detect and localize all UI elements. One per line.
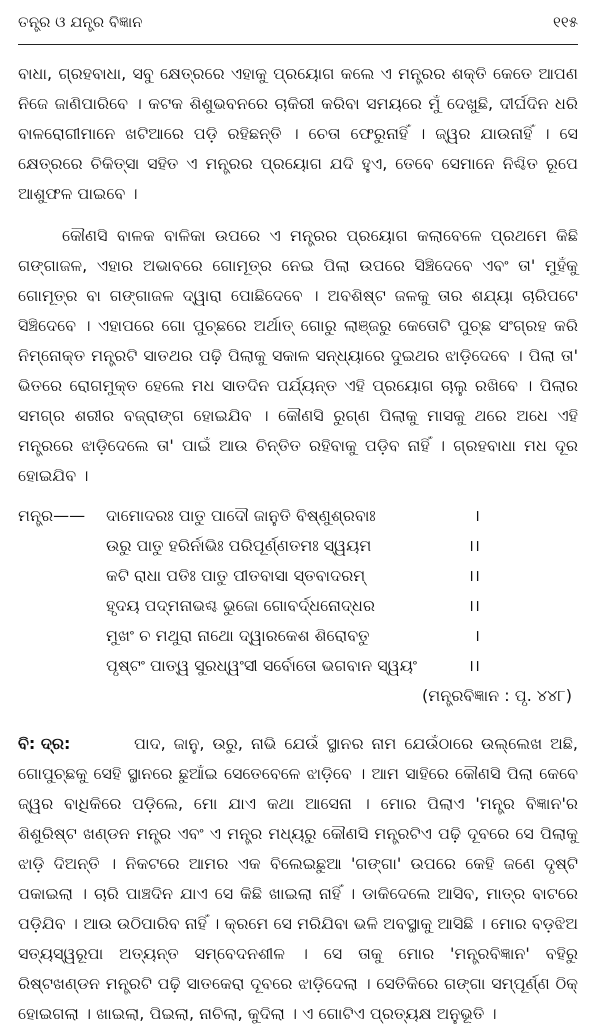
paragraph-1: ବାଧା, ଗ୍ରହବାଧା, ସବୁ କ୍ଷେତ୍ରରେ ଏହାକୁ ପ୍ରୟୋଗ କଲେ ଏ ମନ୍ତ୍ରର ଶକ୍ତି କେତେ ଆପଣ ନିଜେ ଜାଣିପାରିବେ । କଟକ ଶିଶୁଭବନରେ ଚାକିରୀ କରିବା ସମୟରେ ମୁଁ ଦେଖୁଛି, ଦୀର୍ଘଦିନ ଧରି ବାଳରୋଗୀମାନେ ଖଟିଆରେ ପଡ଼ି ରହିଛନ୍ତି । ଚେତା ଫେରୁନାହିଁ । ଜ୍ୱର ଯାଉନାହିଁ । ସେ କ୍ଷେତ୍ରରେ ଚିକିତ୍ସା ସହିତ ଏ ମନ୍ତ୍ରର ପ୍ରୟୋଗ ଯଦି ହୁଏ, ତେବେ ସେମାନେ ନିଶ୍ଚିତ ରୂପେ ଆଶୁଫଳ ପାଇବେ । bbox=[18, 64, 578, 203]
mantra-line-text: କଟି ରାଧା ପତିଃ ପାତୁ ପୀତବାସା ସ୍ତବାଦରମ୍ bbox=[106, 566, 366, 585]
note-text: ପାଦ, ଜାନୁ, ଉରୁ, ନାଭି ଯେଉଁ ସ୍ଥାନର ନାମ ଯେଉଁଠାରେ ଉଲ୍ଲେଖ ଅଛି, ଗୋପୁଚ୍ଛକୁ ସେହି ସ୍ଥାନରେ ଛୁଆଁଇ ସେତେବେଳେ ଝାଡ଼ିବେ । ଆମ ସାହିରେ କୌଣସି ପିଲା କେବେ ଜ୍ୱର ବାଧିକିରେ ପଡ଼ିଲେ, ମୋ ଯାଏ କଥା ଆସେନା । ମୋର ପିଲାଏ 'ମନ୍ତ୍ର ବିଜ୍ଞାନ'ର ଶିଶୁରିଷ୍ଟ ଖଣ୍ଡନ ମନ୍ତ୍ର ଏବଂ ଏ ମନ୍ତ୍ର ମଧ୍ୟରୁ କୌଣସି ମନ୍ତ୍ରଟିଏ ପଢ଼ି ଦୂବରେ ସେ ପିଲାକୁ ଝାଡ଼ି ଦିଅନ୍ତି । ନିକଟରେ ଆମର ଏକ ବିଲେଇଛୁଆ 'ଗଙ୍ଗା' ଉପରେ କେହି ଜଣେ ଦୃଷ୍ଟି ପକାଇଲା । ଚାରି ପାଞ୍ଚଦିନ ଯାଏ ସେ କିଛି ଖାଇଲା ନାହିଁ । ଡାକିଦେଲେ ଆସିବ, ମାତ୍ର ବାଟରେ ପଡ଼ିଯିବ । ଆଉ ଉଠିପାରିବ ନାହିଁ । କ୍ରମେ ସେ ମରିଯିବା ଭଳି ଅବସ୍ଥାକୁ ଆସିଛି । ମୋର ବଡ଼ଝିଅ ସତ୍ୟସ୍ୱରୂପା ଅତ୍ୟନ୍ତ ସମ୍ବେଦନଶୀଳ । ସେ ତାକୁ ମୋର 'ମନ୍ତ୍ରବିଜ୍ଞାନ' ବହିରୁ ରିଷ୍ଟଖଣ୍ଡନ ମନ୍ତ୍ରଟି ପଢ଼ି ସାତକେରା ଦୂବରେ ଝାଡ଼ିଦେଲା । ସେତିକିରେ ଗଙ୍ଗା ସମ୍ପୂର୍ଣ୍ଣ ଠିକ୍ ହୋଇଗଲା । ଖାଇଲା, ପିଇଲା, ନାଚିଲା, କୁଦିଲା । ଏ ଗୋଟିଏ ପ୍ରତ୍ୟକ୍ଷ ଅନୁଭୂତି । bbox=[18, 734, 578, 1023]
note-label: ବି: ଦ୍ର: bbox=[18, 734, 71, 753]
header-rule bbox=[18, 44, 578, 45]
mantra-line-end: । bbox=[473, 506, 480, 525]
mantra-line-end: ।। bbox=[467, 566, 480, 585]
mantra-line bbox=[106, 651, 578, 681]
note-paragraph bbox=[18, 729, 578, 1029]
mantra-line bbox=[106, 501, 578, 531]
mantra-line-text: ଉରୁ ପାତୁ ହରିର୍ନାଭିଃ ପରିପୂର୍ଣ୍ଣତମଃ ସ୍ୱୟମ bbox=[106, 536, 372, 555]
mantra-line bbox=[106, 621, 578, 651]
mantra-line-end: ।। bbox=[467, 656, 480, 675]
mantra-line-text: ପୃଷ୍ଟଂ ପାତ୍ୱ ସୁରଧ୍ୱଂସୀ ସର୍ବୋତୋ ଭଗବାନ ସ୍ୱୟଂ bbox=[106, 656, 418, 675]
book-title: ତନ୍ତ୍ର ଓ ଯନ୍ତ୍ର ବିଜ୍ଞାନ bbox=[18, 13, 143, 31]
mantra-line bbox=[106, 561, 578, 591]
mantra-line-end: ।। bbox=[467, 596, 480, 615]
mantra-block bbox=[18, 501, 578, 681]
mantra-line-end: ।। bbox=[467, 536, 480, 555]
mantra-line bbox=[106, 591, 578, 621]
mantra-verses bbox=[106, 501, 578, 681]
page-number: ୧୧୫ bbox=[553, 13, 578, 31]
mantra-line-text: ମୁଖଂ ଚ ମଥୁରା ନାଥୋ ଦ୍ୱାରକେଶ ଶିରୋବତୁ bbox=[106, 626, 370, 645]
paragraph-2: କୌଣସି ବାଳକ ବାଳିକା ଉପରେ ଏ ମନ୍ତ୍ରର ପ୍ରୟୋଗ କଲାବେଳେ ପ୍ରଥମେ କିଛି ଗଙ୍ଗାଜଳ, ଏହାର ଅଭାବରେ ଗୋମୂତ୍ର ନେଇ ପିଲା ଉପରେ ସିଞ୍ଚିଦେବେ ଏବଂ ତା' ମୁହଁକୁ ଗୋମୂତ୍ର ବା ଗଙ୍ଗାଜଳ ଦ୍ୱାରା ପୋଛିଦେବେ । ଅବଶିଷ୍ଟ ଜଳକୁ ତାର ଶଯ୍ୟା ଚାରିପଟେ ସିଞ୍ଚିଦେବେ । ଏହାପରେ ଗୋ ପୁଚ୍ଛରେ ଅର୍ଥାତ୍ ଗୋରୁ ଲାଞ୍ଜରୁ କେତୋଟି ପୁଚ୍ଛ ସଂଗ୍ରହ କରି ନିମ୍ନୋକ୍ତ ମନ୍ତ୍ରଟି ସାତଥର ପଢ଼ି ପିଲାକୁ ସକାଳ ସନ୍ଧ୍ୟାରେ ଦୁଇଥର ଝାଡ଼ିଦେବେ । ପିଲା ତା' ଭିତରେ ରୋଗମୁକ୍ତ ହେଲେ ମଧ ସାତଦିନ ପର୍ଯ୍ୟନ୍ତ ଏହି ପ୍ରୟୋଗ ଚାଲୁ ରଖିବେ । ପିଲାର ସମଗ୍ର ଶରୀର ବଜ୍ରାଙ୍ଗ ହୋଇଯିବ । କୌଣସି ରୁଗ୍ଣ ପିଲାକୁ ମାସକୁ ଥରେ ଅଧେ ଏହି ମନ୍ତ୍ରରେ ଝାଡ଼ିଦେଲେ ତା' ପାଇଁ ଆଉ ଚିନ୍ତିତ ରହିବାକୁ ପଡ଼ିବ ନାହିଁ । ଗ୍ରହବାଧା ମଧ ଦୂର ହୋଇଯିବ । bbox=[18, 226, 578, 485]
mantra-line-text: ଦାମୋଦରଃ ପାତୁ ପାଦୌ ଜାନୁତି ବିଷ୍ଣୁଶ୍ରବାଃ bbox=[106, 506, 376, 525]
mantra-line bbox=[106, 531, 578, 561]
mantra-line-end: । bbox=[473, 626, 480, 645]
mantra-label: ମନ୍ତ୍ର—— bbox=[18, 506, 86, 525]
running-header bbox=[18, 0, 578, 44]
mantra-line-text: ହୃଦୟ ପଦ୍ମନାଭଶ୍ଚ ଭୁଜୋ ଗୋବର୍ଦ୍ଧନୋଦ୍ଧର bbox=[106, 596, 376, 615]
mantra-reference: (ମନ୍ତ୍ରବିଜ୍ଞାନ : ପୃ. ୪୪୮) bbox=[421, 686, 572, 705]
